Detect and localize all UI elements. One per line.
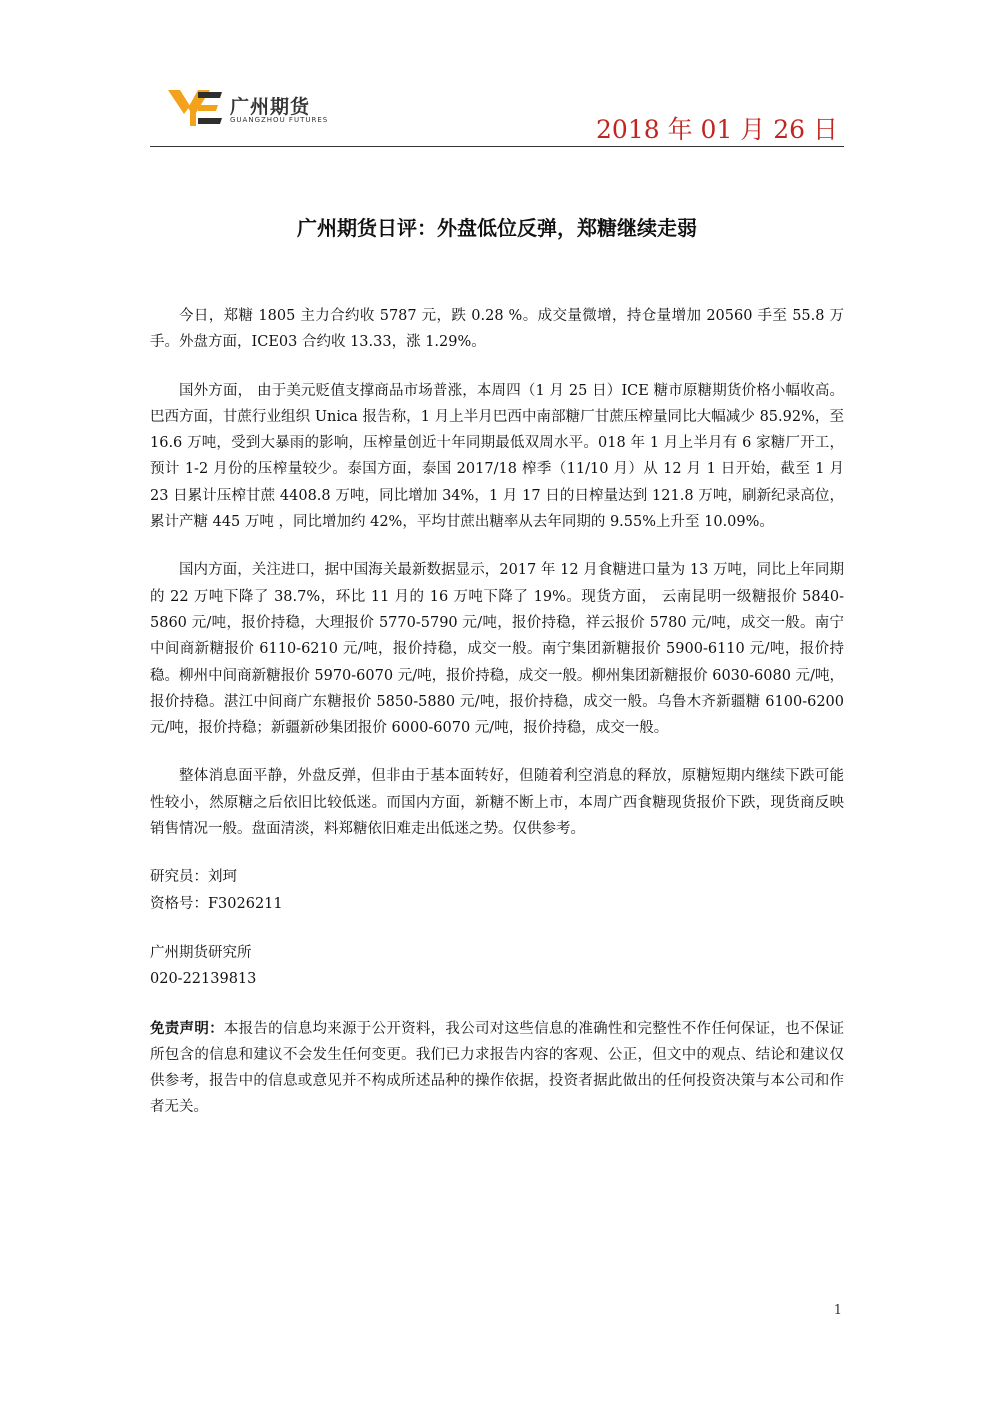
phone-number: 020-22139813 — [150, 971, 257, 988]
spacer — [150, 993, 844, 1016]
page-number: 1 — [833, 1303, 842, 1318]
disclaimer-text: 本报告的信息均来源于公开资料，我公司对这些信息的准确性和完整性不作任何保证，也不保证所包含的信息和建议不会发生任何变更。我们已力求报告内容的客观、公正，但文中的观点、结论和建议仅供参考，报告中的信息或意见并不构成所述品种的操作依据，投资者据此做出的任何投资决策与本公司和作者无关。 — [150, 1020, 844, 1116]
overseas-paragraph: 国外方面， 由于美元贬值支撑商品市场普涨，本周四（1 月 25 日）ICE 糖市原糖期货价格小幅收高。巴西方面，甘蔗行业组织 Unica 报告称，1 月上半月巴西中南部糖厂甘蔗压榨量同比大幅减少 85.92%，至 16.6 万吨，受到大暴雨的影响，压榨量创近十年同期最低双周水平。018 年 1 月上半月有 6 家糖厂开工，预计 1-2 月份的压榨量较少。泰国方面，泰国 2017/18 榨季（11/10 月）从 12 月 1 日开始，截至 1 月 23 日累计压榨甘蔗 4408.8 万吨，同比增加 34%，1 月 17 日的日榨量达到 121.8 万吨，刷新纪录高位，累计产糖 445 万吨 ，同比增加约 42%，平均甘蔗出糖率从去年同期的 9.55%上升至 10.09%。 — [150, 382, 844, 531]
institute-name: 广州期货研究所 — [150, 944, 252, 961]
disclaimer — [150, 1016, 844, 1121]
report-body — [150, 303, 844, 1121]
qualification-number: 资格号：F3026211 — [150, 895, 283, 912]
header-divider — [150, 146, 844, 147]
report-date: 2018 年 01 月 26 日 — [596, 115, 838, 144]
logo-chinese-name: 广州期货 — [230, 96, 311, 118]
report-title: 广州期货日评：外盘低位反弹，郑糖继续走弱 — [297, 216, 697, 240]
report-header — [150, 82, 844, 146]
spacer — [150, 917, 844, 940]
guangzhou-futures-logo-icon — [168, 88, 224, 128]
logo-english-name: GUANGZHOU FUTURES — [230, 116, 329, 124]
domestic-paragraph: 国内方面，关注进口，据中国海关最新数据显示，2017 年 12 月食糖进口量为 13 万吨，同比上年同期的 22 万吨下降了 38.7%，环比 11 月的 16 万吨下降了 19%。现货方面， 云南昆明一级糖报价 5840-5860 元/吨，报价持稳，大理报价 5770-5790 元/吨，报价持稳，祥云报价 5780 元/吨，成交一般。南宁中间商新糖报价 6110-6210 元/吨，报价持稳，成交一般。南宁集团新糖报价 5900-6110 元/吨，报价持稳。柳州中间商新糖报价 5970-6070 元/吨，报价持稳，成交一般。柳州集团新糖报价 6030-6080 元/吨，报价持稳。湛江中间商广东糖报价 5850-5880 元/吨，报价持稳，成交一般。乌鲁木齐新疆糖 6100-6200 元/吨，报价持稳；新疆新砂集团报价 6000-6070 元/吨，报价持稳，成交一般。 — [150, 562, 845, 737]
company-logo — [168, 88, 358, 130]
outlook-paragraph: 整体消息面平静，外盘反弹，但非由于基本面转好，但随着利空消息的释放，原糖短期内继续下跌可能性较小，然原糖之后依旧比较低迷。而国内方面，新糖不断上市，本周广西食糖现货报价下跌，现货商反映销售情况一般。盘面清淡，料郑糖依旧难走出低迷之势。仅供参考。 — [150, 768, 844, 838]
disclaimer-label: 免责声明： — [150, 1020, 224, 1037]
summary-paragraph: 今日，郑糖 1805 主力合约收 5787 元，跌 0.28 %。成交量微增，持仓量增加 20560 手至 55.8 万手。外盘方面，ICE03 合约收 13.33，涨 1.29%。 — [150, 308, 844, 351]
researcher-name: 研究员：刘珂 — [150, 869, 237, 886]
